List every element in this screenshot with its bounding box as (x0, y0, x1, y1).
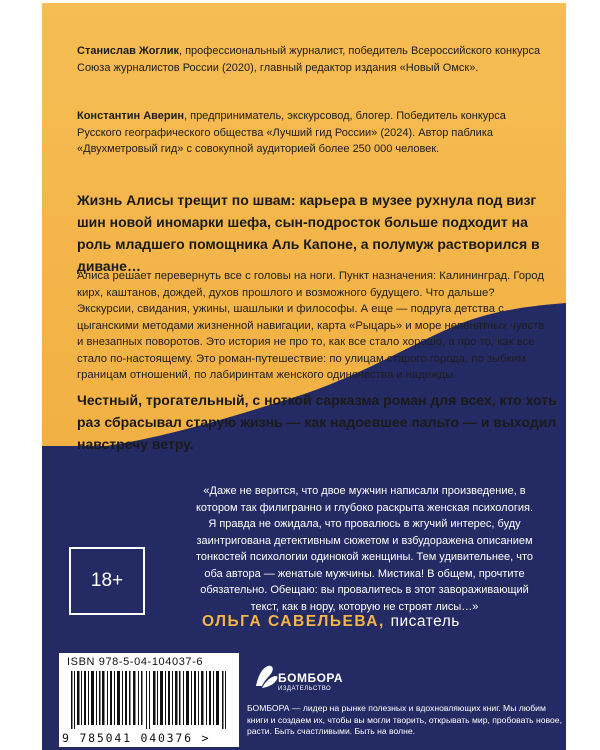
quote-author-name: ОЛЬГА САВЕЛЬЕВА, (202, 613, 385, 630)
publisher-logo-name: БОМБОРА (278, 671, 344, 685)
barcode-image (67, 671, 231, 729)
tagline-paragraph: Честный, трогательный, с ноткой сарказма роман для всех, кто хоть раз сбрасывал старую жизнь — как надоевшее пальто — и выходил навстречу ветру. (77, 392, 557, 452)
author-bio-2: Константин Аверин, предприниматель, экскурсовод, блогер. Победитель конкурса Русского географического общества «Лучший гид России» (2024). Автор паблика «Двухметровый гид» с совокупной аудиторией более 250 000 человек. (77, 110, 506, 155)
book-back-cover (42, 3, 566, 750)
age-rating-badge: 18+ (69, 547, 145, 615)
lead-paragraph: Жизнь Алисы трещит по швам: карьера в музее рухнула под визг шин новой иномарки шефа, сын-подросток больше подходит на роль младшего помощника Аль Капоне, а полумуж растворился в диване… (77, 192, 540, 274)
isbn-barcode-box (59, 653, 239, 747)
quote-author-role: писатель (390, 613, 460, 630)
publisher-description: БОМБОРА — лидер на рынке полезных и вдохновляющих книг. Мы любим книги и создаем их, чтобы вы могли творить, открывать мир, пробовать новое, расти. Быть счастливыми. Быть на волне. (247, 703, 562, 736)
quote-author (202, 613, 460, 631)
isbn-number: ISBN 978-5-04-104037-6 (67, 656, 204, 668)
publisher-logo-subtitle: ИЗДАТЕЛЬСТВО (278, 686, 332, 692)
review-quote: «Даже не верится, что двое мужчин написали произведение, в котором так филигранно и глубоко раскрыта женская психология. Я правда не ожидала, что провалюсь в жгучий интерес, буду заинтригована детективным сюжетом и взбудоражена описанием тонкостей психологии одинокой женщины. Тем удивительнее, что оба автора — женатые мужчины. Мистика! В общем, прочтите обязательно. Обещаю: вы провалитесь в этот завораживающий текст, как в нору, которую не строят лисы…» (195, 485, 534, 613)
description-paragraph: Алиса решает перевернуть все с головы на ноги. Пункт назначения: Калининград. Город кирх, каштанов, дождей, духов прошлого и возможного будущего. Что дальше? Экскурсии, свидания, ужины, шашлыки и философы. А еще — подруга детства с цыганскими методами жизненной навигации, карта «Рыцарь» и море непонятных чувств и внезапных поворотов. Это история не про то, как все стало хорошо, а про то, как все стало по-настоящему. Это роман-путешествие: по улицам старого города, по зыбким границам отношений, по лабиринтам женского одиночества и надежды. (77, 270, 545, 381)
author-bio-1: Станислав Жоглик, профессиональный журналист, победитель Всероссийского конкурса Союза журналистов России (2020), главный редактор издания «Новый Омск». (77, 45, 541, 74)
barcode-digits: 9 785041 040376 > (62, 731, 211, 745)
